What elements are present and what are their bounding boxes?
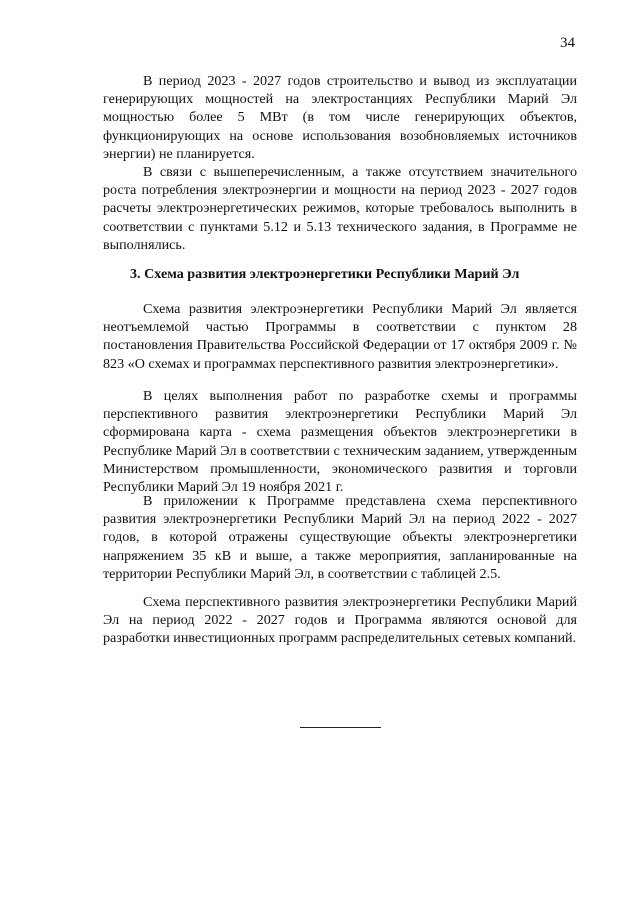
paragraph-regime-calculations: В связи с вышеперечисленным, а также отсутствием значительного роста потребления электроэнергии и мощности на период 2023 - 2027 годов расчеты электроэнергетических режимов, которые требовалось выполнить в соответствии с пунктами 5.12 и 5.13 технического задания, в Программе не выполнялись.: [103, 164, 577, 253]
page-number: 34: [560, 35, 575, 51]
paragraph-generation-plans: В период 2023 - 2027 годов строительство и вывод из эксплуатации генерирующих мощностей на электростанциях Республики Марий Эл мощностью более 5 МВт (в том числе генерирующих объектов, функционирующих на основе использования возобновляемых источников энергии) не планируется.: [103, 73, 577, 162]
end-of-text-rule: [300, 727, 381, 728]
section-heading: 3. Схема развития электроэнергетики Республики Марий Эл: [130, 266, 520, 282]
paragraph-investment-basis: Схема перспективного развития электроэнергетики Республики Марий Эл на период 2022 - 2027 годов и Программа являются основой для разработки инвестиционных программ распределительных сетевых компаний.: [103, 594, 577, 647]
paragraph-scheme-part-of-program: Схема развития электроэнергетики Республики Марий Эл является неотъемлемой частью Программы в соответствии с пунктом 28 постановления Правительства Российской Федерации от 17 октября 2009 г. № 823 «О схемах и программах перспективного развития электроэнергетики».: [103, 301, 577, 372]
paragraph-appendix-scheme: В приложении к Программе представлена схема перспективного развития электроэнергетики Республики Марий Эл на период 2022 - 2027 годов, в которой отражены существующие объекты электроэнергетики напряжением 35 кВ и выше, а также мероприятия, запланированные на территории Республики Марий Эл, в соответствии с таблицей 2.5.: [103, 493, 577, 582]
paragraph-map-scheme: В целях выполнения работ по разработке схемы и программы перспективного развития электроэнергетики Республики Марий Эл сформирована карта - схема размещения объектов электроэнергетики в Республике Марий Эл в соответствии с техническим заданием, утвержденным Министерством промышленности, экономического развития и торговли Республики Марий Эл 19 ноября 2021 г.: [103, 388, 577, 496]
